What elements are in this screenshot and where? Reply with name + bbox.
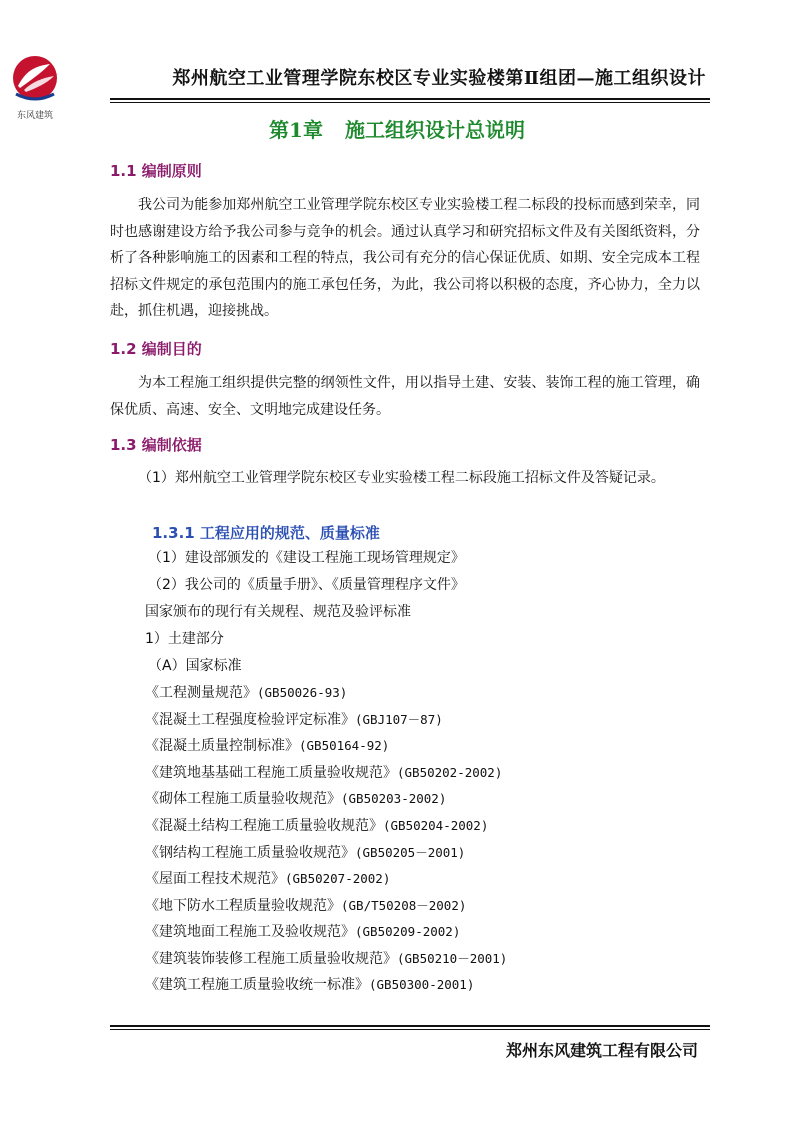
standard-item: 《混凝土工程强度检验评定标准》(GBJ107－87) bbox=[145, 712, 443, 728]
header-rule-thick bbox=[110, 98, 710, 100]
standard-item: 《建筑工程施工质量验收统一标准》(GB50300-2001) bbox=[145, 977, 475, 993]
footer-rule-thin bbox=[110, 1029, 710, 1030]
section-heading-1-2: 1.2 编制目的 bbox=[110, 340, 202, 358]
standard-item: 《地下防水工程质量验收规范》(GB/T50208－2002) bbox=[145, 898, 467, 914]
standard-item: 《混凝土结构工程施工质量验收规范》(GB50204-2002) bbox=[145, 818, 489, 834]
standard-item: 《建筑地基基础工程施工质量验收规范》(GB50202-2002) bbox=[145, 765, 503, 781]
list-item: （2）我公司的《质量手册》、《质量管理程序文件》 bbox=[148, 577, 465, 593]
page-header bbox=[16, 58, 710, 121]
header-rule-thin bbox=[110, 102, 710, 103]
section-text-1-3: （1）郑州航空工业管理学院东校区专业实验楼工程二标段施工招标文件及答疑记录。 bbox=[138, 470, 665, 486]
chapter-number: 第1章 bbox=[269, 118, 323, 142]
subsection-heading-1-3-1: 1.3.1 工程应用的规范、质量标准 bbox=[152, 524, 380, 542]
section-text-1-2: 为本工程施工组织提供完整的纲领性文件，用以指导土建、安装、装饰工程的施工管理，确保优质、高速、安全、文明地完成建设任务。 bbox=[110, 375, 700, 418]
section-heading-1-1: 1.1 编制原则 bbox=[110, 162, 202, 180]
company-logo-icon bbox=[6, 52, 64, 110]
list-item: 1）土建部分 bbox=[145, 631, 224, 647]
list-item: （A）国家标准 bbox=[148, 658, 242, 674]
document-header-title: 郑州航空工业管理学院东校区专业实验楼第Ⅱ组团—施工组织设计 bbox=[172, 68, 706, 89]
logo-caption: 东风建筑 bbox=[16, 111, 53, 121]
list-item: 国家颁布的现行有关规程、规范及验评标准 bbox=[145, 604, 411, 620]
chapter-heading: 施工组织设计总说明 bbox=[344, 118, 525, 142]
standard-item: 《砌体工程施工质量验收规范》(GB50203-2002) bbox=[145, 791, 447, 807]
footer-rule-thick bbox=[110, 1025, 710, 1027]
chapter-title bbox=[0, 114, 794, 143]
standard-item: 《混凝土质量控制标准》(GB50164-92) bbox=[145, 738, 390, 754]
standard-item: 《建筑装饰装修工程施工质量验收规范》(GB50210－2001) bbox=[145, 951, 508, 967]
footer-company-name: 郑州东风建筑工程有限公司 bbox=[505, 1041, 698, 1060]
standard-item: 《建筑地面工程施工及验收规范》(GB50209-2002) bbox=[145, 924, 461, 940]
standard-item: 《钢结构工程施工质量验收规范》(GB50205－2001) bbox=[145, 845, 466, 861]
list-item: （1）建设部颁发的《建设工程施工现场管理规定》 bbox=[148, 550, 465, 566]
standard-item: 《工程测量规范》(GB50026-93) bbox=[145, 685, 348, 701]
standard-item: 《屋面工程技术规范》(GB50207-2002) bbox=[145, 871, 391, 887]
section-text-1-1: 我公司为能参加郑州航空工业管理学院东校区专业实验楼工程二标段的投标而感到荣幸，同时也感谢建设方给予我公司参与竞争的机会。通过认真学习和研究招标文件及有关图纸资料，分析了各种影响施工的因素和工程的特点，我公司有充分的信心保证优质、如期、安全完成本工程招标文件规定的承包范围内的施工承包任务，为此，我公司将以积极的态度，齐心协力，全力以赴，抓住机遇，迎接挑战。 bbox=[110, 197, 700, 319]
section-heading-1-3: 1.3 编制依据 bbox=[110, 436, 202, 454]
